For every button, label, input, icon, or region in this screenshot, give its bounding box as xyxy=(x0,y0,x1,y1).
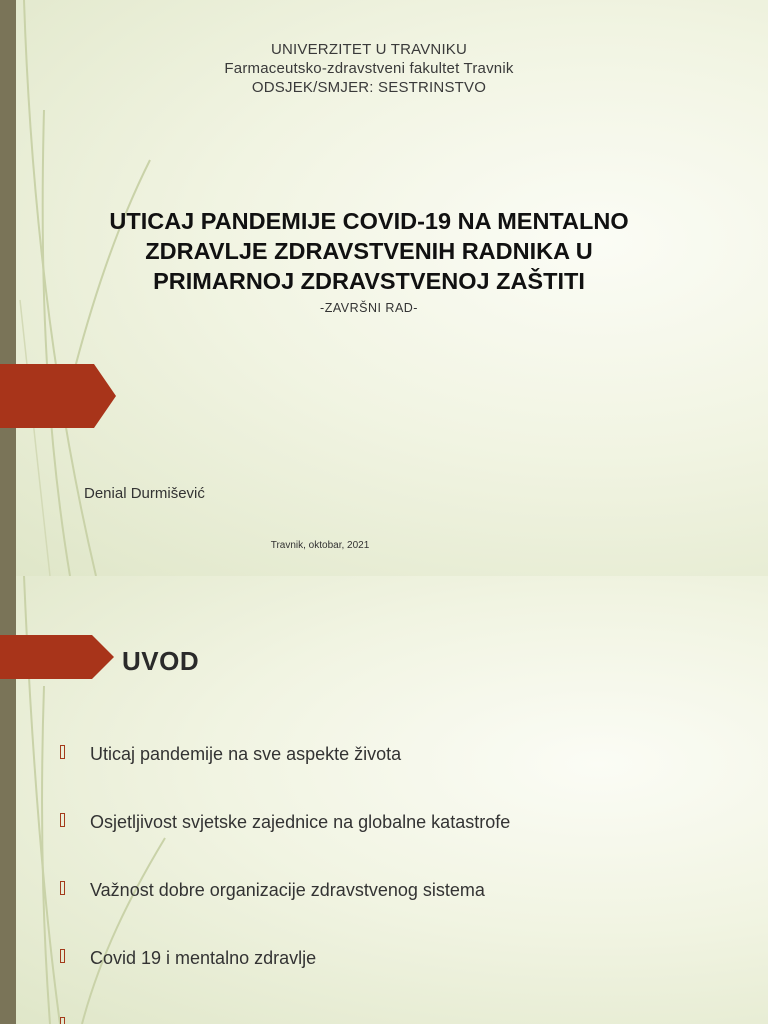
bullet-text: Uticaj pandemije na sve aspekte života xyxy=(90,744,402,764)
bullet-marker-icon xyxy=(60,813,65,827)
place-date: Travnik, oktobar, 2021 xyxy=(270,540,370,551)
faculty-name: Farmaceutsko-zdravstveni fakultet Travnik xyxy=(224,60,514,77)
university-name: UNIVERZITET U TRAVNIKU xyxy=(270,41,468,58)
title-line: PRIMARNOJ ZDRAVSTVENOJ ZAŠTITI xyxy=(153,268,585,294)
bullet-marker-icon xyxy=(60,745,65,759)
bullet-marker-icon xyxy=(60,1017,65,1024)
author-name: Denial Durmišević xyxy=(84,485,205,502)
accent-arrow-tab xyxy=(0,364,120,428)
bullet-text: Covid 19 i mentalno zdravlje xyxy=(90,948,317,968)
thesis-subtitle: -ZAVRŠNI RAD- xyxy=(320,301,418,315)
title-line: ZDRAVLJE ZDRAVSTVENIH RADNIKA U xyxy=(145,238,593,264)
section-title: UVOD xyxy=(122,646,200,676)
accent-arrow-tab xyxy=(0,635,116,679)
title-line: UTICAJ PANDEMIJE COVID-19 NA MENTALNO xyxy=(109,208,629,234)
bullet-text: Važnost dobre organizacije zdravstvenog sistema xyxy=(90,880,485,900)
intro-slide xyxy=(0,576,768,1024)
bullet-marker-icon xyxy=(60,949,65,963)
thesis-title xyxy=(40,206,698,296)
department-name: ODSJEK/SMJER: SESTRINSTVO xyxy=(251,79,487,96)
bullet-text: Osjetljivost svjetske zajednice na globalne katastrofe xyxy=(90,812,511,832)
institution-header xyxy=(0,40,738,97)
bullet-marker-icon xyxy=(60,881,65,895)
